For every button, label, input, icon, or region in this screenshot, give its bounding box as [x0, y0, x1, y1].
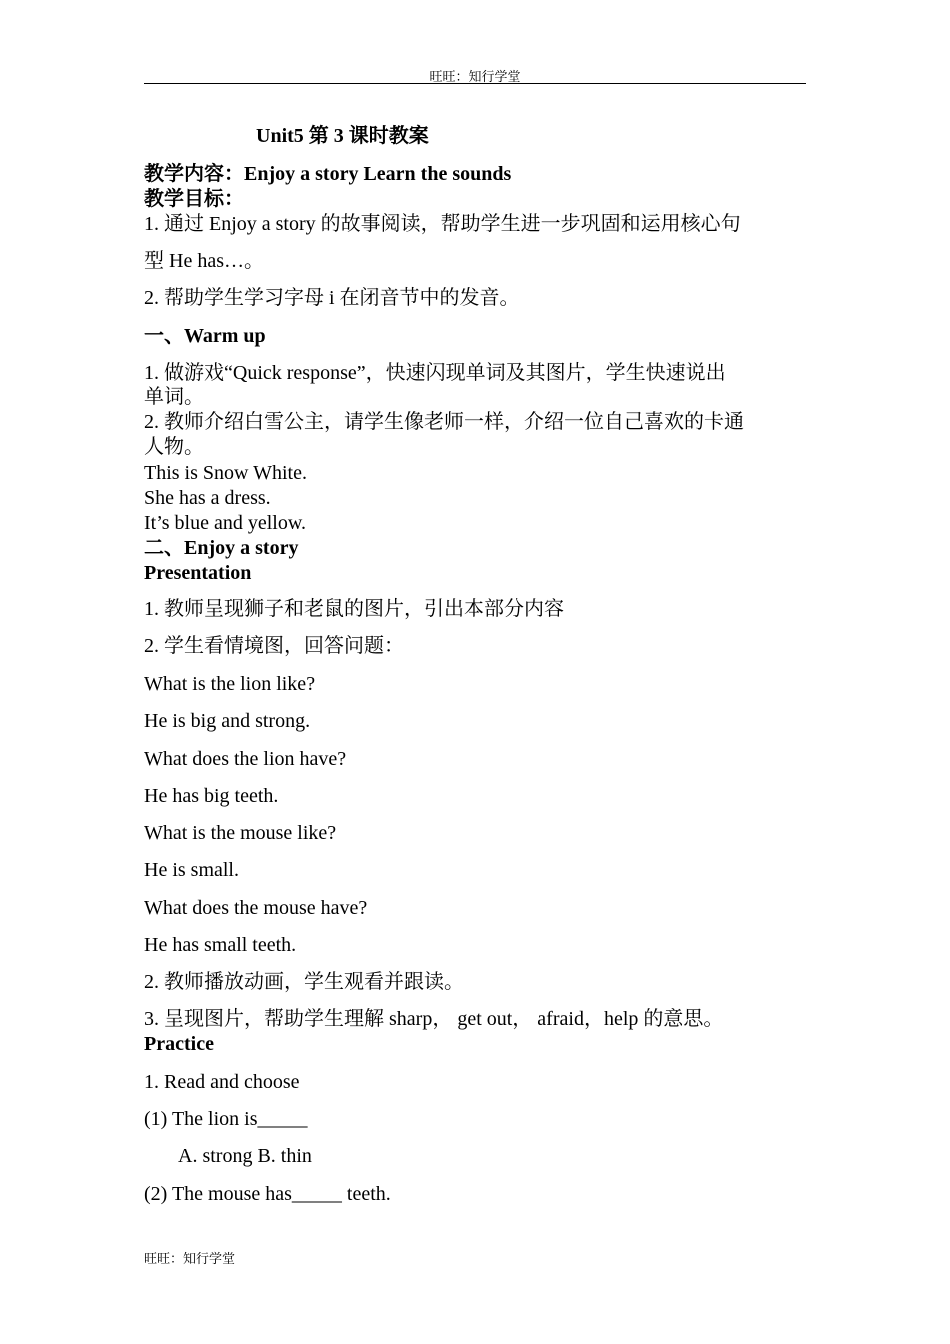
- qa-line: He is small.: [144, 859, 239, 881]
- qa-line: He is big and strong.: [144, 710, 311, 732]
- warmup-heading: 一、Warm up: [144, 325, 266, 347]
- presentation-heading: Presentation: [144, 562, 252, 584]
- qa-line: What does the mouse have?: [144, 897, 368, 919]
- presentation-step-4: 3. 呈现图片，帮助学生理解 sharp， get out， afraid，help 的意思。: [144, 1008, 724, 1030]
- objective-2: 2. 帮助学生学习字母 i 在闭音节中的发音。: [144, 287, 520, 309]
- qa-line: What does the lion have?: [144, 748, 347, 770]
- practice-step-1: 1. Read and choose: [144, 1071, 300, 1093]
- practice-heading: Practice: [144, 1033, 214, 1055]
- qa-line: What is the mouse like?: [144, 822, 337, 844]
- qa-line: He has small teeth.: [144, 934, 297, 956]
- question-1-options: A. strong B. thin: [178, 1145, 312, 1167]
- question-2: (2) The mouse has_____ teeth.: [144, 1183, 391, 1205]
- example-line: It’s blue and yellow.: [144, 512, 307, 534]
- warmup-1-line-2: 单词。: [144, 386, 204, 408]
- example-line: She has a dress.: [144, 487, 271, 509]
- page-footer: 旺旺：知行学堂: [144, 1251, 236, 1266]
- warmup-2-line-2: 人物。: [144, 436, 204, 458]
- objective-1-line-2: 型 He has…。: [144, 250, 264, 272]
- presentation-step-3: 2. 教师播放动画，学生观看并跟读。: [144, 971, 464, 993]
- page-header: 旺旺：知行学堂: [429, 69, 521, 84]
- lesson-title: Unit5 第 3 课时教案: [256, 125, 429, 147]
- objectives-heading: 教学目标：: [144, 188, 244, 210]
- header-rule: [144, 83, 806, 84]
- story-heading: 二、Enjoy a story: [144, 537, 299, 559]
- presentation-step-2: 2. 学生看情境图，回答问题：: [144, 635, 404, 657]
- warmup-2-line-1: 2. 教师介绍白雪公主，请学生像老师一样，介绍一位自己喜欢的卡通: [144, 411, 744, 433]
- presentation-step-1: 1. 教师呈现狮子和老鼠的图片，引出本部分内容: [144, 598, 564, 620]
- objective-1-line-1: 1. 通过 Enjoy a story 的故事阅读，帮助学生进一步巩固和运用核心句: [144, 213, 741, 235]
- teaching-content: 教学内容：Enjoy a story Learn the sounds: [144, 163, 512, 185]
- warmup-1-line-1: 1. 做游戏“Quick response”，快速闪现单词及其图片，学生快速说出: [144, 362, 726, 384]
- question-1: (1) The lion is_____: [144, 1108, 308, 1130]
- qa-line: He has big teeth.: [144, 785, 279, 807]
- qa-line: What is the lion like?: [144, 673, 316, 695]
- example-line: This is Snow White.: [144, 462, 307, 484]
